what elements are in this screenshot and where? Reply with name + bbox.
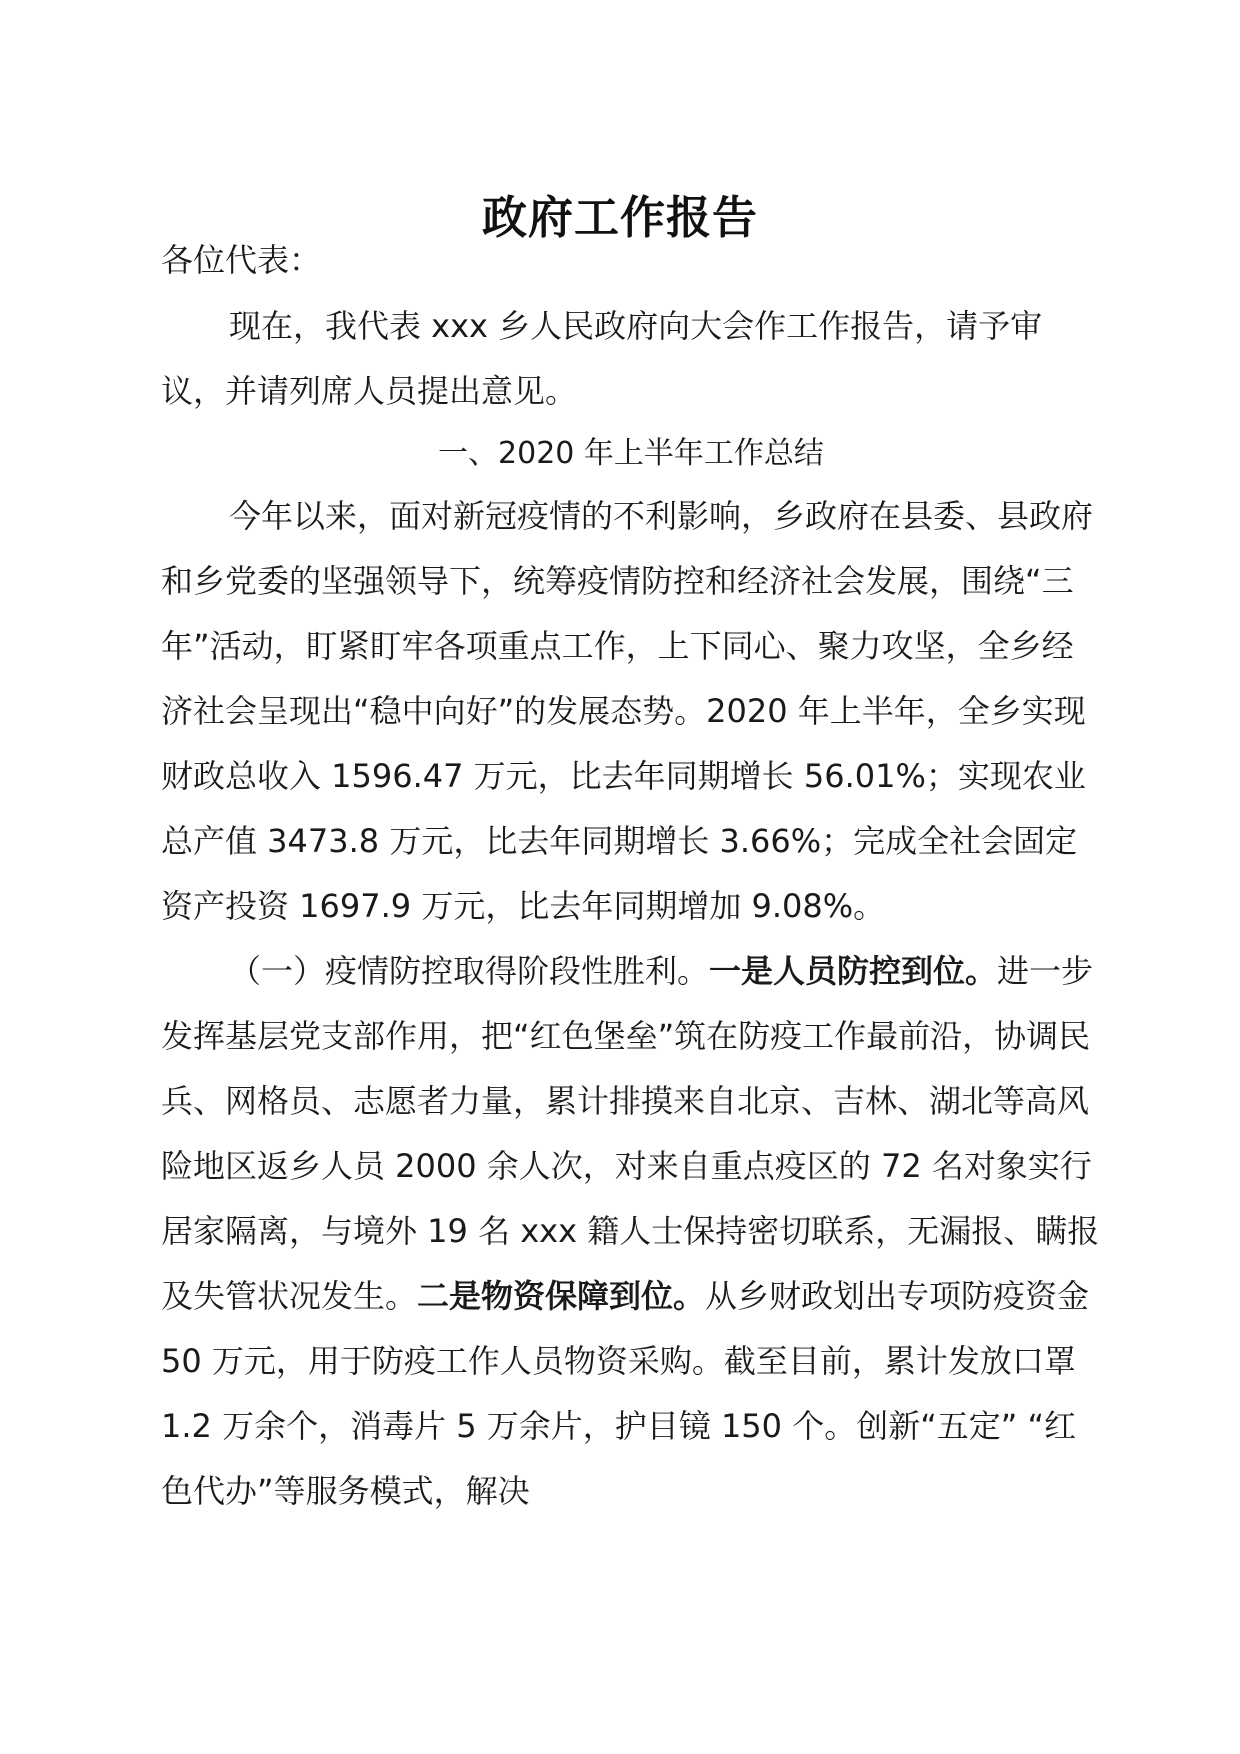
salutation: 各位代表： bbox=[161, 241, 322, 279]
epidemic-paragraph bbox=[161, 939, 1101, 1524]
document-body bbox=[161, 230, 1101, 1524]
summary-paragraph: 今年以来，面对新冠疫情的不利影响，乡政府在县委、县政府和乡党委的坚强领导下，统筹疫情防控和经济社会发展，围绕“三年”活动，盯紧盯牢各项重点工作，上下同心、聚力攻坚，全乡经济社会呈现出“稳中向好”的发展态势。2020 年上半年，全乡实现财政总收入 1596.47 万元，比去年同期增长 56.01%；实现农业总产值 3473.8 万元，比去年同期增长 3.66%；完成全社会固定资产投资 1697.9 万元，比去年同期增加 9.08%。 bbox=[161, 497, 1094, 925]
point2-text: 从乡财政划出专项防疫资金 50 万元，用于防疫工作人员物资采购。截至目前，累计发放口罩 1.2 万余个，消毒片 5 万余片，护目镜 150 个。创新“五定” “红色代办”等服务模式，解决 bbox=[161, 1277, 1090, 1510]
document-title: 政府工作报告 bbox=[481, 191, 758, 245]
intro-paragraph: 现在，我代表 xxx 乡人民政府向大会作工作报告，请予审议，并请列席人员提出意见。 bbox=[161, 307, 1043, 410]
point2-label: 二是物资保障到位。 bbox=[417, 1277, 706, 1315]
epidemic-lead: （一）疫情防控取得阶段性胜利。 bbox=[229, 952, 710, 990]
point1-text: 进一步发挥基层党支部作用，把“红色堡垒”筑在防疫工作最前沿，协调民兵、网格员、志愿者力量，累计排摸来自北京、吉林、湖北等高风险地区返乡人员 2000 余人次，对来自重点疫区的 72 名对象实行居家隔离，与境外 19 名 xxx 籍人士保持密切联系，无漏报、瞒报及失管状况发生。 bbox=[161, 952, 1100, 1315]
point1-label: 一是人员防控到位。 bbox=[709, 952, 998, 990]
section-heading: 一、2020 年上半年工作总结 bbox=[438, 436, 824, 471]
